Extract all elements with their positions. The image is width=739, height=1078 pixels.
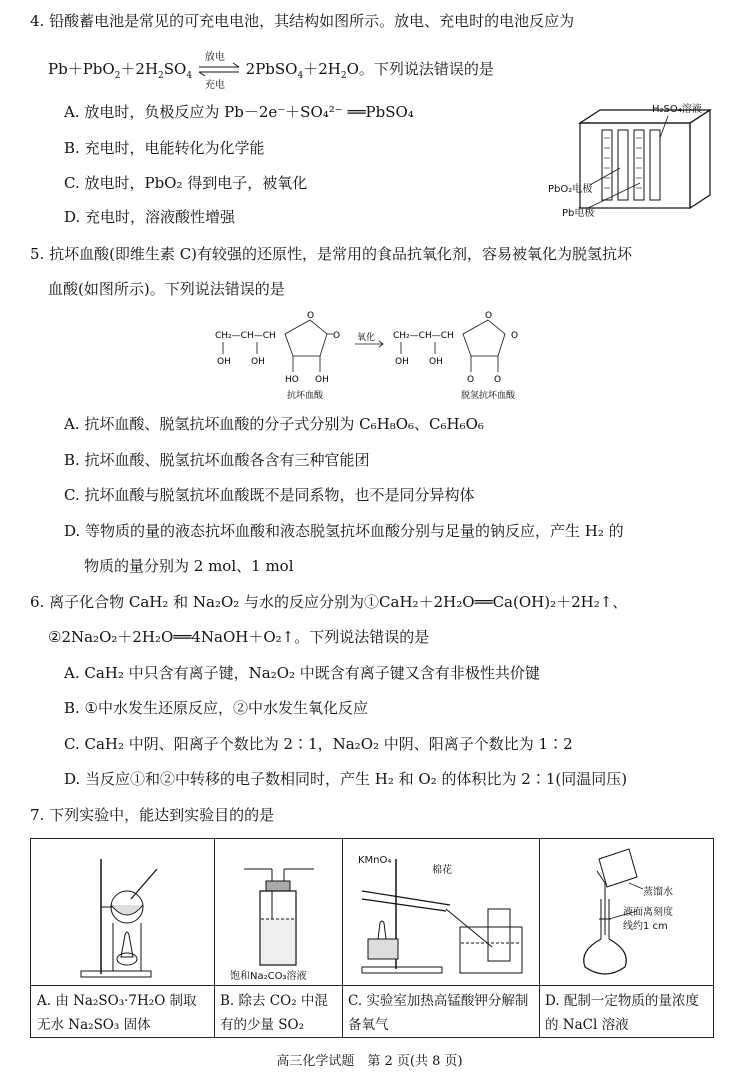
svg-text:HO: HO [285,375,299,385]
svg-text:OH: OH [315,375,329,385]
svg-text:O: O [511,331,519,341]
q5-option-a: A. 抗坏血酸、脱氢抗坏血酸的分子式分别为 C₆H₈O₆、C₆H₆O₆ [64,415,484,433]
reversible-arrow: 放电 充电 [197,60,241,80]
experiment-c-caption: C. 实验室加热高锰酸钾分解制备氧气 [348,993,529,1033]
vitamin-c-structures [215,308,535,408]
svg-text:O: O [494,375,502,385]
pb-electrode-label: Pb电极 [562,208,595,219]
q5-option-d-cont: 物质的量分别为 2 mol、1 mol [84,557,294,575]
battery-figure [540,98,720,223]
q4-stem: 4. 铅酸蓄电池是常见的可充电电池，其结构如图所示。放电、充电时的电池反应为 [30,12,575,30]
svg-text:OH: OH [217,357,231,367]
experiment-b-cell [214,839,343,1037]
experiment-c-cell [342,839,540,1037]
q5-option-c: C. 抗坏血酸与脱氢抗坏血酸既不是同系物，也不是同分异构体 [64,486,475,504]
evaporation-apparatus [31,839,214,985]
kmno4-label: KMnO₄ [358,855,392,866]
q5-stem-line1: 5. 抗坏血酸(即维生素 C)有较强的还原性，是常用的食品抗氧化剂，容易被氧化为脱氢抗坏 [30,245,633,263]
svg-text:CH₂—CH—CH: CH₂—CH—CH [393,331,454,341]
experiment-b-caption: B. 除去 CO₂ 中混有的少量 SO₂ [220,993,328,1033]
svg-text:O: O [307,311,315,321]
q6-option-d: D. 当反应①和②中转移的电子数相同时，产生 H₂ 和 O₂ 的体积比为 2∶1(同温同压) [64,770,628,788]
gas-washing-bottle [214,839,342,985]
oxidation-label: 氧化 [357,333,376,343]
ascorbic-acid-caption: 抗坏血酸 [287,391,324,401]
q6-stem-line2: ②2Na₂O₂＋2H₂O══4NaOH＋O₂↑。下列说法错误的是 [48,628,430,646]
q6-option-c: C. CaH₂ 中阴、阳离子个数比为 2∶1，Na₂O₂ 中阴、阳离子个数比为 1∶2 [64,735,573,753]
q7-experiment-table [30,838,714,1038]
q5-option-b: B. 抗坏血酸、脱氢抗坏血酸各含有三种官能团 [64,451,370,469]
q6-stem-line1: 6. 离子化合物 CaH₂ 和 Na₂O₂ 与水的反应分别为①CaH₂＋2H₂O══Ca(OH)₂＋2H₂↑、 [30,593,628,611]
q7-stem: 7. 下列实验中，能达到实验目的的是 [30,806,275,824]
page-footer: 高三化学试题 第 2 页(共 8 页) [276,1054,463,1069]
svg-text:O: O [467,375,475,385]
experiment-a-cell [31,839,215,1037]
q4-option-a: A. 放电时，负极反应为 Pb－2e⁻＋SO₄²⁻ ══PbSO₄ [64,103,414,121]
q4-equation: $Pb+PbO_2+2H_2SO_4$ 放电 充电 $2PbSO_4+2H_2O$。下列说法错误的是 [48,52,494,91]
q6-option-b: B. ①中水发生还原反应，②中水发生氧化反应 [64,699,369,717]
saturated-na2co3-label: 饱和Na₂CO₃溶液 [230,971,307,982]
dehydroascorbic-acid-caption: 脱氢抗坏血酸 [461,391,516,401]
experiment-d-cell [539,839,713,1037]
cotton-label: 棉花 [432,865,452,876]
experiment-d-caption: D. 配制一定物质的量浓度的 NaCl 溶液 [545,993,699,1033]
q5-option-d: D. 等物质的量的液态抗坏血酸和液态脱氢抗坏血酸分别与足量的钠反应，产生 H₂ 的 [64,522,624,540]
q4-option-b: B. 充电时，电能转化为化学能 [64,139,265,157]
liquid-level-label: 液面离刻度 [623,907,673,918]
q4-option-c: C. 放电时，PbO₂ 得到电子，被氧化 [64,174,308,192]
pbo2-electrode-label: PbO₂电极 [548,184,593,195]
q4-option-d: D. 充电时，溶液酸性增强 [64,208,236,226]
graduation-line-label: 线约1 cm [623,921,668,932]
svg-text:CH₂—CH—CH: CH₂—CH—CH [215,331,276,341]
svg-text:OH: OH [395,357,409,367]
q5-stem-line2: 血酸(如图所示)。下列说法错误的是 [48,280,285,298]
svg-text:O: O [485,311,493,321]
q6-option-a: A. CaH₂ 中只含有离子键，Na₂O₂ 中既含有离子键又含有非极性共价键 [64,664,540,682]
electrolyte-label: H₂SO₄溶液 [652,104,702,115]
distilled-water-label: 蒸馏水 [643,887,673,898]
svg-text:OH: OH [429,357,443,367]
svg-text:O: O [333,331,341,341]
vitamin-c-figure [215,308,535,408]
svg-text:OH: OH [251,357,265,367]
experiment-a-caption: A. 由 Na₂SO₃·7H₂O 制取无水 Na₂SO₃ 固体 [37,993,197,1033]
